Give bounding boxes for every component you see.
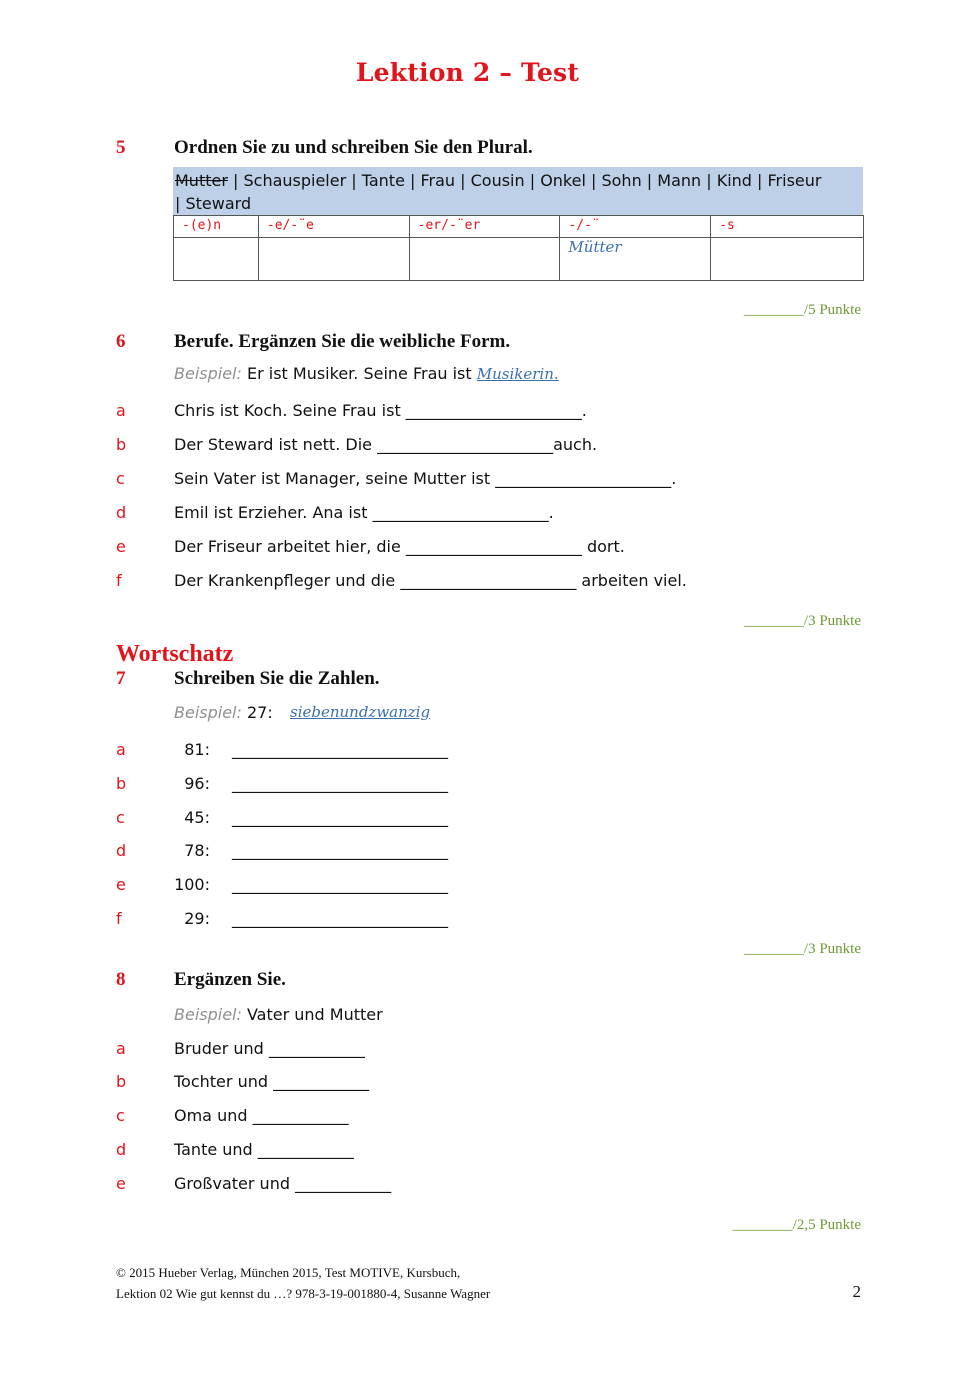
task-8-item[interactable]: Tante und ____________	[174, 1140, 354, 1159]
item-letter: e	[116, 537, 126, 556]
plural-column-header: -er/-¨er	[409, 216, 560, 238]
example-text: Er ist Musiker. Seine Frau ist	[241, 364, 477, 383]
task-7-number: 7	[116, 668, 126, 689]
task-8-item[interactable]: Oma und ____________	[174, 1106, 349, 1125]
page-title: Lektion 2 – Test	[355, 58, 580, 87]
task-6-number: 6	[116, 331, 126, 352]
item-letter: b	[116, 1072, 127, 1091]
word-list-line-1: | Schauspieler | Tante | Frau | Cousin | Onkel | Sohn | Mann | Kind | Friseur	[227, 171, 822, 190]
example-label: Beispiel:	[174, 364, 242, 383]
word-list-line-2: | Steward	[175, 194, 252, 213]
task-6-item[interactable]: Sein Vater ist Manager, seine Mutter ist ______________________.	[174, 469, 677, 488]
task-5-heading: Ordnen Sie zu und schreiben Sie den Plural.	[174, 137, 533, 158]
item-letter: c	[116, 1106, 125, 1125]
task-6-item[interactable]: Der Friseur arbeitet hier, die ______________________ dort.	[174, 537, 625, 556]
item-letter: f	[116, 909, 122, 928]
plural-cell-input[interactable]	[174, 238, 259, 281]
item-letter: d	[116, 841, 127, 860]
footer-line-1: © 2015 Hueber Verlag, München 2015, Test MOTIVE, Kursbuch,	[116, 1265, 461, 1280]
number-value: 45:	[184, 808, 210, 827]
item-letter: b	[116, 435, 127, 454]
word-struck: Mutter	[175, 171, 228, 190]
page-number: 2	[852, 1282, 861, 1301]
item-letter: d	[116, 503, 127, 522]
item-letter: c	[116, 808, 125, 827]
task-8-item[interactable]: Großvater und ____________	[174, 1174, 392, 1193]
item-letter: f	[116, 571, 122, 590]
item-letter: a	[116, 1039, 126, 1058]
item-letter: b	[116, 774, 127, 793]
task-8-number: 8	[116, 969, 126, 990]
task-7-item	[174, 808, 210, 827]
task-7-item	[174, 875, 210, 894]
plural-cell-input[interactable]	[409, 238, 560, 281]
number-value: 29:	[184, 909, 210, 928]
task-8-item[interactable]: Bruder und ____________	[174, 1039, 365, 1058]
item-letter: d	[116, 1140, 127, 1159]
task-7-item	[174, 909, 210, 928]
task-6-example	[174, 364, 559, 383]
task-6-item[interactable]: Der Krankenpfleger und die ______________________ arbeiten viel.	[174, 571, 687, 590]
answer-blank[interactable]: ___________________________	[232, 909, 448, 928]
example-label: Beispiel:	[174, 1005, 242, 1024]
number-value: 100:	[174, 875, 210, 894]
task-7-points: ________/3 Punkte	[743, 941, 861, 957]
answer-blank[interactable]: ___________________________	[232, 841, 448, 860]
item-letter: a	[116, 401, 126, 420]
task-6-item[interactable]: Emil ist Erzieher. Ana ist ______________________.	[174, 503, 554, 522]
task-7-item	[174, 774, 210, 793]
task-7-example	[174, 703, 273, 722]
item-letter: e	[116, 1174, 126, 1193]
task-7-heading: Schreiben Sie die Zahlen.	[174, 668, 380, 689]
task-8-example	[174, 1005, 383, 1024]
plural-cell-input[interactable]	[711, 238, 864, 281]
plural-cell-input[interactable]: Mütter	[560, 238, 711, 281]
plural-table	[173, 215, 864, 281]
word-box	[173, 167, 863, 215]
example-answer: Musikerin.	[476, 365, 559, 383]
answer-blank[interactable]: ___________________________	[232, 774, 448, 793]
item-letter: a	[116, 740, 126, 759]
task-6-points: ________/3 Punkte	[743, 613, 861, 629]
example-answer: siebenundzwanzig	[290, 703, 431, 721]
task-5-points: ________/5 Punkte	[743, 302, 861, 318]
answer-blank[interactable]: ___________________________	[232, 875, 448, 894]
task-6-heading: Berufe. Ergänzen Sie die weibliche Form.	[174, 331, 511, 352]
item-letter: e	[116, 875, 126, 894]
plural-column-header: -/-¨	[560, 216, 711, 238]
answer-blank[interactable]: ___________________________	[232, 808, 448, 827]
number-value: 96:	[184, 774, 210, 793]
item-letter: c	[116, 469, 125, 488]
number-value: 78:	[184, 841, 210, 860]
task-5-number: 5	[116, 137, 126, 158]
plural-column-header: -s	[711, 216, 864, 238]
task-7-item	[174, 841, 210, 860]
plural-cell-input[interactable]	[258, 238, 409, 281]
plural-column-header: -e/-¨e	[258, 216, 409, 238]
answer-blank[interactable]: ___________________________	[232, 740, 448, 759]
task-6-item[interactable]: Chris ist Koch. Seine Frau ist ______________________.	[174, 401, 587, 420]
task-6-item[interactable]: Der Steward ist nett. Die ______________________auch.	[174, 435, 598, 454]
footer-line-2: Lektion 02 Wie gut kennst du …? 978-3-19-001880-4, Susanne Wagner	[116, 1286, 491, 1301]
example-label: Beispiel:	[174, 703, 242, 722]
task-7-item	[174, 740, 210, 759]
number-value: 81:	[184, 740, 210, 759]
section-title: Wortschatz	[116, 641, 234, 667]
example-number: 27:	[241, 703, 273, 722]
plural-column-header: -(e)n	[174, 216, 259, 238]
example-text: Vater und Mutter	[241, 1005, 383, 1024]
task-8-item[interactable]: Tochter und ____________	[174, 1072, 370, 1091]
task-8-points: ________/2,5 Punkte	[732, 1217, 861, 1233]
task-8-heading: Ergänzen Sie.	[174, 969, 286, 990]
